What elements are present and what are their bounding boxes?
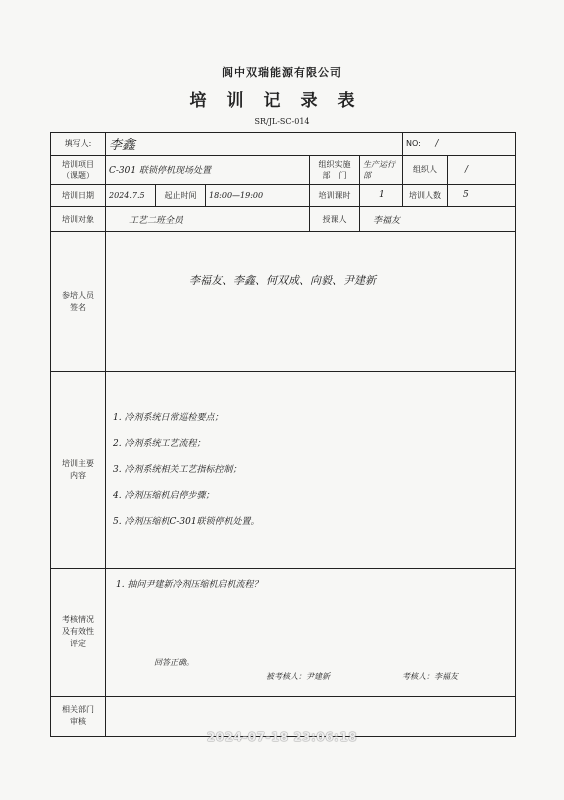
assessment-label: 考核情况 及有效性 评定 bbox=[51, 568, 106, 696]
time-handwriting: 18:00—19:00 bbox=[209, 190, 264, 200]
lecturer-label: 授课人 bbox=[310, 207, 360, 232]
project-handwriting: C-301 联锁停机现场处置 bbox=[109, 166, 211, 177]
participants-signatures: 李福友、李鑫、何双成、向毅、尹建新 bbox=[189, 274, 376, 288]
row-assessment bbox=[51, 568, 516, 696]
date-label: 培训日期 bbox=[51, 184, 106, 207]
assessment-content bbox=[106, 569, 515, 691]
assessment-question: 1. 抽问尹建新冷剂压缩机启机流程？ bbox=[116, 579, 263, 590]
date-value bbox=[106, 184, 156, 207]
assessment-value bbox=[106, 568, 516, 696]
content-item: 1. 冷剂系统日常巡检要点； bbox=[113, 413, 224, 424]
document-number: SR/JL-SC-014 bbox=[254, 117, 310, 126]
content-label: 培训主要 内容 bbox=[51, 372, 106, 568]
scan-timestamp: 2024-07-18 23:06:18 bbox=[206, 730, 358, 744]
hours-label: 培训课时 bbox=[310, 184, 360, 207]
content-list bbox=[109, 405, 512, 535]
participants-value bbox=[106, 232, 516, 372]
row-participants bbox=[51, 232, 516, 372]
content-item: 5. 冷剂压缩机C-301联锁停机处置。 bbox=[113, 517, 260, 528]
row-date bbox=[51, 184, 516, 207]
time-label: 起止时间 bbox=[156, 184, 206, 207]
organizer-label: 组织人 bbox=[403, 155, 448, 184]
filler-value bbox=[106, 133, 403, 156]
no-label: NO: bbox=[406, 138, 421, 148]
assessment-result: 回答正确。 bbox=[154, 657, 194, 667]
assessor-signature: 考核人：李福友 bbox=[402, 671, 458, 681]
time-value bbox=[206, 184, 310, 207]
participants-label: 参培人员 签名 bbox=[51, 232, 106, 372]
content-item: 4. 冷剂压缩机启停步骤； bbox=[113, 491, 215, 502]
hours-handwriting: 1 bbox=[379, 190, 385, 201]
content-item: 3. 冷剂系统相关工艺指标控制； bbox=[113, 465, 242, 476]
content-item: 2. 冷剂系统工艺流程； bbox=[113, 439, 206, 450]
document-title: 培训记录表 bbox=[189, 91, 375, 111]
target-label: 培训对象 bbox=[51, 207, 106, 232]
row-target bbox=[51, 207, 516, 232]
hours-value bbox=[360, 184, 403, 207]
dept-review-label: 相关部门 审核 bbox=[51, 696, 106, 736]
training-record-form bbox=[50, 132, 516, 737]
project-label: 培训项目 （课题） bbox=[51, 155, 106, 184]
row-project bbox=[51, 155, 516, 184]
target-value bbox=[106, 207, 310, 232]
company-name: 阆中双瑞能源有限公司 bbox=[222, 66, 342, 79]
no-value: / bbox=[435, 138, 439, 149]
row-content bbox=[51, 372, 516, 568]
organizer-value bbox=[448, 155, 516, 184]
target-handwriting: 工艺二班全员 bbox=[129, 215, 184, 226]
examinee-signature: 被考核人：尹建新 bbox=[266, 671, 330, 681]
row-filler bbox=[51, 133, 516, 156]
count-label: 培训人数 bbox=[403, 184, 448, 207]
no-cell bbox=[403, 133, 516, 156]
count-handwriting: 5 bbox=[463, 190, 469, 201]
lecturer-value bbox=[360, 207, 516, 232]
project-value bbox=[106, 155, 310, 184]
org-unit-handwriting: 生产运行部 bbox=[363, 159, 395, 180]
lecturer-signature: 李福友 bbox=[373, 215, 401, 226]
filler-label: 填写人: bbox=[51, 133, 106, 156]
filler-signature: 李鑫 bbox=[109, 138, 136, 154]
org-unit-value bbox=[360, 155, 403, 184]
count-value bbox=[448, 184, 516, 207]
content-value bbox=[106, 372, 516, 568]
organizer-handwriting: / bbox=[465, 164, 469, 175]
date-handwriting: 2024.7.5 bbox=[109, 190, 145, 200]
org-unit-label: 组织实施 部 门 bbox=[310, 155, 360, 184]
